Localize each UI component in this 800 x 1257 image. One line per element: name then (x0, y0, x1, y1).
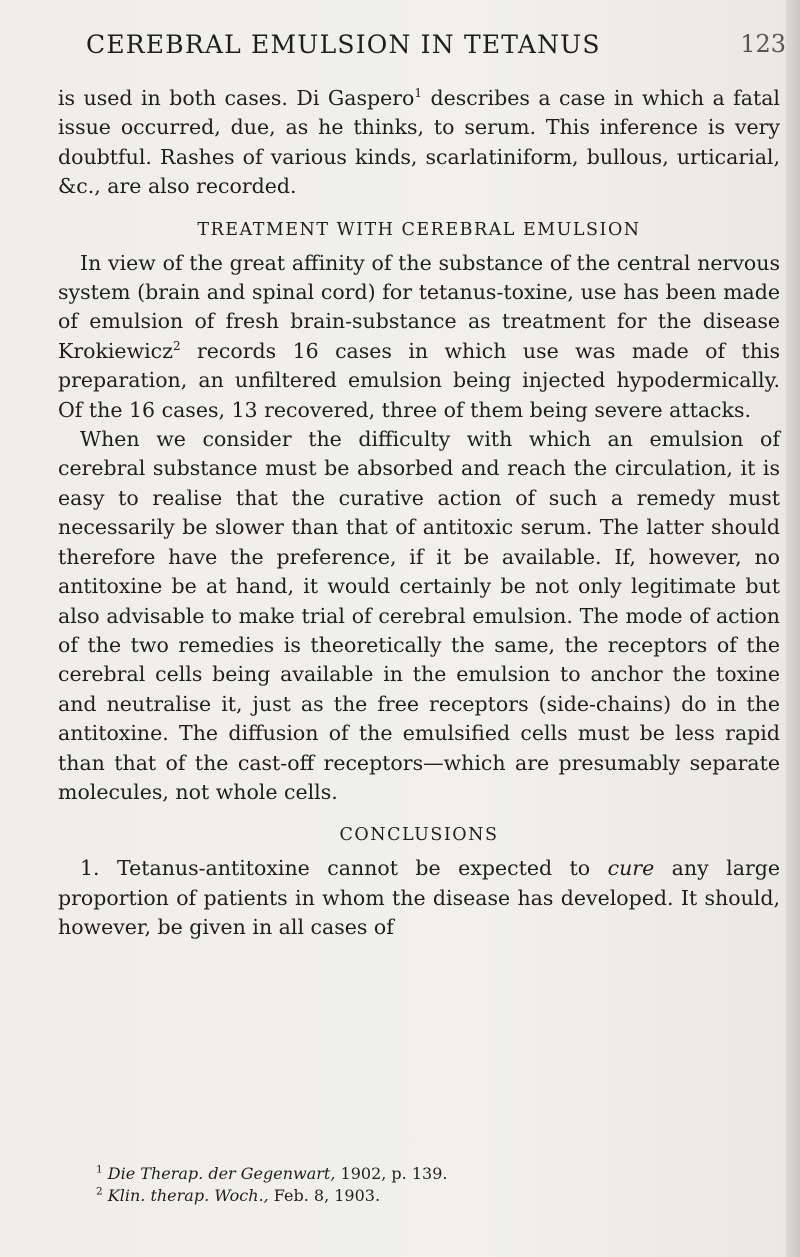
footnote-mark: 1 (96, 1163, 103, 1176)
page-edge (786, 0, 800, 1257)
footnote-ref-2: 2 (172, 339, 181, 354)
paragraph-mechanism: When we consider the difficulty with which an emulsion of cerebral substance must be absorbed and reach the circulation, it is easy to realise that the curative action of such a remedy must necessarily be slower than that of antitoxic serum. The latter should therefore have the preference, if it be available. If, however, no antitoxine be at hand, it would certainly be not only legitimate but also advisable to make trial of cerebral emulsion. The mode of action of the two remedies is theoretically the same, the receptors of the cerebral cells being available in the emulsion to anchor the toxine and neutralise it, just as the free receptors (side-chains) do in the antitoxine. The diffusion of the emulsified cells must be less rapid than that of the cast-off receptors—which are presumably separate molecules, not whole cells. (58, 427, 780, 804)
footnote-source: Klin. therap. Woch., (107, 1186, 269, 1205)
footnote-1 (96, 1163, 776, 1185)
section-heading-treatment: TREATMENT WITH CEREBRAL EMULSION (197, 219, 641, 240)
conclusion-item-1 (58, 854, 780, 942)
footnote-mark: 2 (96, 1185, 103, 1198)
paragraph-text: any large proportion of patients in whom the disease has developed. It should, however, be given in all cases of (58, 856, 780, 940)
paragraph-text: In view of the great affinity of the substance of the central nervous system (brain and spinal cord) for tetanus-toxine, use has been made of emulsion of fresh brain-substance as treatment for the disease Krokiewicz (58, 250, 780, 363)
paragraph-treatment (58, 249, 780, 425)
footnote-source: Die Therap. der Gegenwart, (107, 1164, 336, 1183)
page-number: 123 (740, 30, 786, 58)
footnote-detail: Feb. 8, 1903. (268, 1186, 381, 1205)
paragraph-text: is used in both cases. Di Gaspero (58, 86, 415, 110)
body-text (58, 84, 780, 943)
emphasis-text: cure (607, 856, 655, 881)
running-head (86, 30, 786, 66)
footnote-detail: 1902, p. 139. (335, 1164, 448, 1183)
section-heading-conclusions: CONCLUSIONS (339, 825, 499, 846)
paragraph-text: 1. Tetanus-antitoxine cannot be expected to (80, 856, 608, 881)
footnote-ref-1: 1 (414, 86, 423, 101)
running-head-title: CEREBRAL EMULSION IN TETANUS (86, 30, 601, 59)
footnote-2 (96, 1185, 776, 1207)
paragraph-continued (58, 84, 780, 202)
paragraph-text: describes a case in which a fatal issue occurred, due, as he thinks, to serum. This inference is very doubtful. Rashes of various kinds, scarlatiniform, bullous, urticarial, &c., are also recorded. (58, 86, 780, 199)
footnotes (96, 1163, 776, 1207)
paragraph-text: records 16 cases in which use was made of this preparation, an unfiltered emulsion being injected hypodermically. Of the 16 cases, 13 recovered, three of them being severe attacks. (58, 338, 780, 422)
